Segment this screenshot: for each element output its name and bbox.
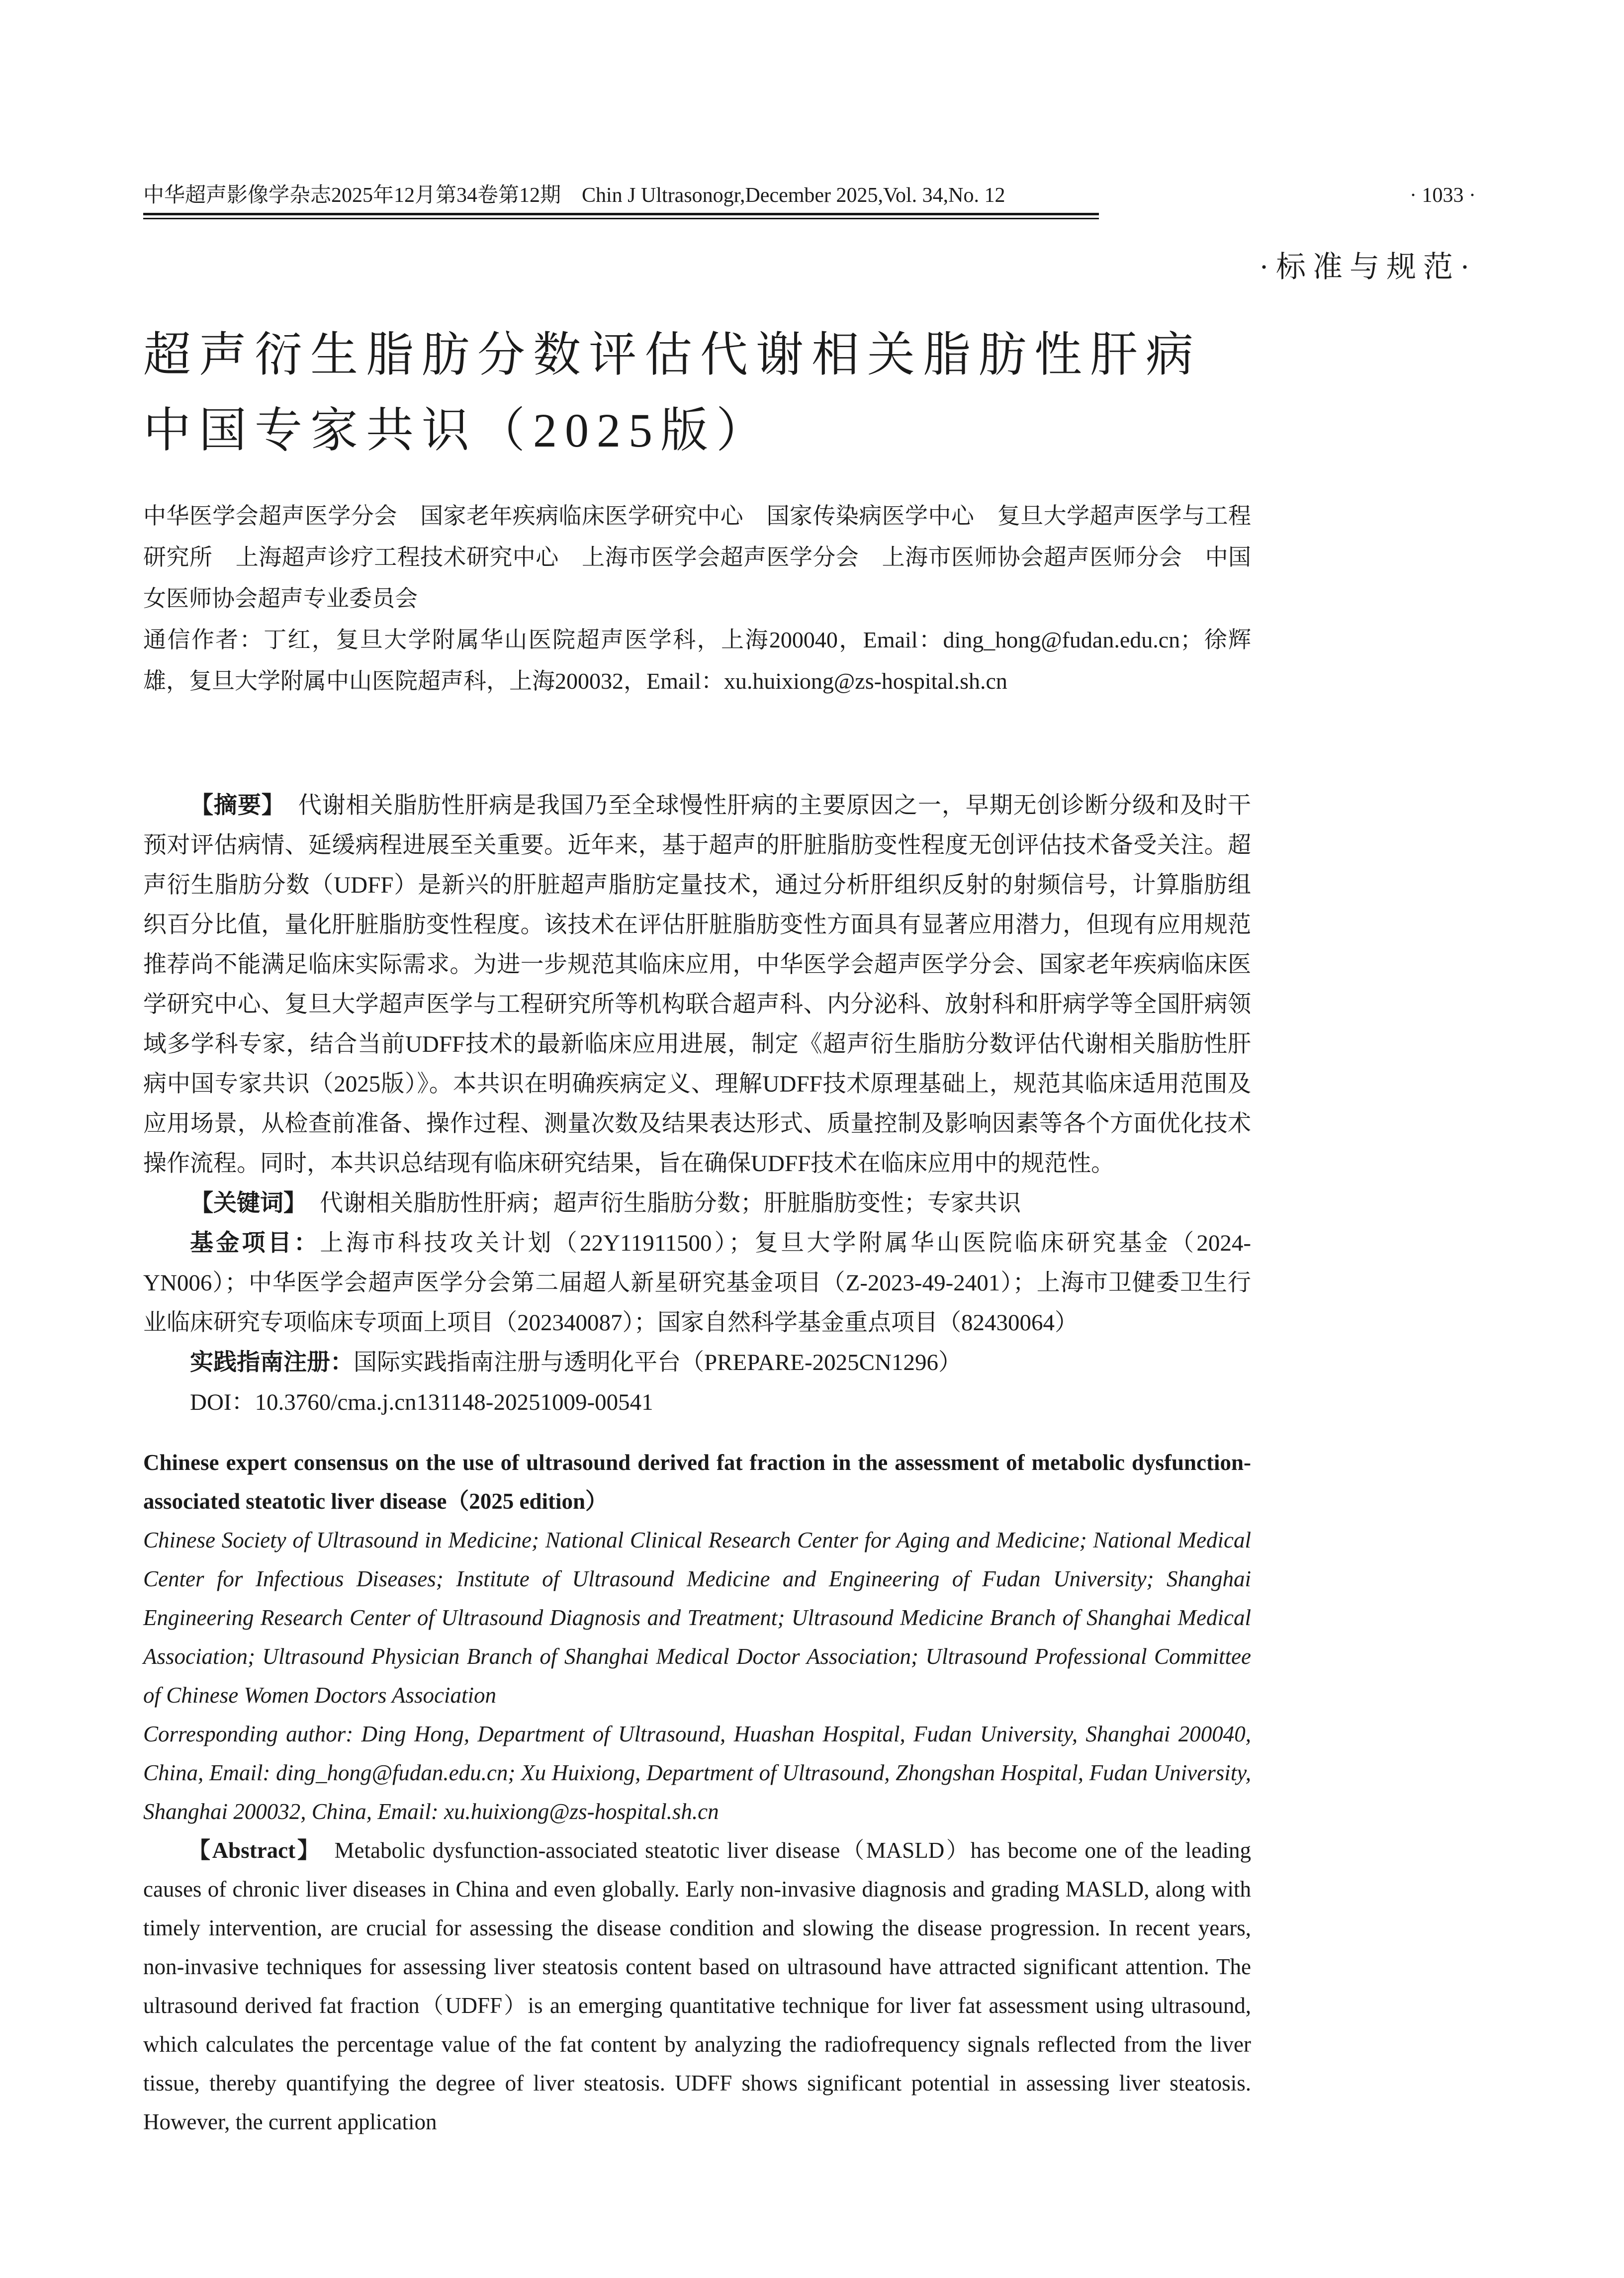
keywords-text: 代谢相关脂肪性肝病；超声衍生脂肪分数；肝脏脂肪变性；专家共识	[320, 1190, 1021, 1216]
page-header	[143, 183, 1476, 208]
section-label: ·标准与规范·	[1259, 251, 1477, 283]
registration-label: 实践指南注册：	[190, 1350, 354, 1375]
keywords-label: 【关键词】	[190, 1190, 307, 1216]
registration-text: 国际实践指南注册与透明化平台（PREPARE-2025CN1296）	[354, 1350, 962, 1375]
keywords-paragraph	[143, 1184, 1251, 1223]
funding-paragraph	[143, 1223, 1251, 1343]
doi-paragraph	[143, 1382, 1251, 1422]
funding-label: 基金项目：	[190, 1230, 320, 1256]
english-abstract-label: 【Abstract】	[188, 1838, 322, 1863]
english-title: Chinese expert consensus on the use of ultrasound derived fat fraction in the assessment of metabolic dysfunction-associated steatotic liver disease（2025 edition）	[143, 1450, 1251, 1514]
english-block	[143, 1443, 1251, 2141]
doi-text: 10.3760/cma.j.cn131148-20251009-00541	[255, 1389, 653, 1415]
funding-text: 上海市科技攻关计划（22Y11911500）；复旦大学附属华山医院临床研究基金（2024-YN006）；中华医学会超声医学分会第二届超人新星研究基金项目（Z-2023-49-2401）；上海市卫健委卫生行业临床研究专项临床专项面上项目（202340087）；国家自然科学基金重点项目（82430064）	[143, 1230, 1251, 1336]
abstract-text: 代谢相关脂肪性肝病是我国乃至全球慢性肝病的主要原因之一，早期无创诊断分级和及时干预对评估病情、延缓病程进展至关重要。近年来，基于超声的肝脏脂肪变性程度无创评估技术备受关注。超声衍生脂肪分数（UDFF）是新兴的肝脏超声脂肪定量技术，通过分析肝组织反射的射频信号，计算脂肪组织百分比值，量化肝脏脂肪变性程度。该技术在评估肝脏脂肪变性方面具有显著应用潜力，但现有应用规范推荐尚不能满足临床实际需求。为进一步规范其临床应用，中华医学会超声医学分会、国家老年疾病临床医学研究中心、复旦大学超声医学与工程研究所等机构联合超声科、内分泌科、放射科和肝病学等全国肝病领域多学科专家，结合当前UDFF技术的最新临床应用进展，制定《超声衍生脂肪分数评估代谢相关脂肪性肝病中国专家共识（2025版）》。本共识在明确疾病定义、理解UDFF技术原理基础上，规范其临床适用范围及应用场景，从检查前准备、操作过程、测量次数及结果表达形式、质量控制及影响因素等各个方面优化技术操作流程。同时，本共识总结现有临床研究结果，旨在确保UDFF技术在临床应用中的规范性。	[143, 793, 1252, 1177]
registration-paragraph	[143, 1343, 1251, 1382]
doi-label: DOI：	[190, 1389, 255, 1415]
chinese-abstract-block	[143, 786, 1251, 1422]
abstract-paragraph	[143, 786, 1251, 1184]
article-title-line-1: 超声衍生脂肪分数评估代谢相关脂肪性肝病	[143, 328, 1201, 381]
chinese-affiliation-block	[143, 495, 1251, 702]
affiliations-paragraph: 中华医学会超声医学分会 国家老年疾病临床医学研究中心 国家传染病医学中心 复旦大学超声医学与工程研究所 上海超声诊疗工程技术研究中心 上海市医学会超声医学分会 上海市医师协会超声医师分会 中国女医师协会超声专业委员会	[143, 503, 1251, 611]
article-title	[143, 317, 1436, 468]
english-abstract-paragraph	[143, 1831, 1251, 2141]
english-affiliations: Chinese Society of Ultrasound in Medicine; National Clinical Research Center for Aging and Medicine; National Medical Center for Infectious Diseases; Institute of Ultrasound Medicine and Engineering of Fudan University; Shanghai Engineering Research Center of Ultrasound Diagnosis and Treatment; Ultrasound Medicine Branch of Shanghai Medical Association; Ultrasound Physician Branch of Shanghai Medical Doctor Association; Ultrasound Professional Committee of Chinese Women Doctors Association	[143, 1528, 1251, 1708]
english-abstract-text: Metabolic dysfunction-associated steatotic liver disease（MASLD）has become one of the leading causes of chronic liver diseases in China and even globally. Early non-invasive diagnosis and grading MASLD, along with timely intervention, are crucial for assessing the disease condition and slowing the disease progression. In recent years, non-invasive techniques for assessing liver steatosis content based on ultrasound have attracted significant attention. The ultrasound derived fat fraction（UDFF）is an emerging quantitative technique for liver fat assessment using ultrasound, which calculates the percentage value of the fat content by analyzing the radiofrequency signals reflected from the liver tissue, thereby quantifying the degree of liver steatosis. UDFF shows significant potential in assessing liver steatosis. However, the current application	[143, 1838, 1251, 2134]
page-number: · 1033 ·	[1410, 184, 1476, 207]
abstract-label: 【摘要】	[190, 793, 285, 819]
article-title-line-2: 中国专家共识（2025版）	[143, 404, 772, 457]
journal-info: 中华超声影像学杂志2025年12月第34卷第12期 Chin J Ultrasonogr,December 2025,Vol. 34,No. 12	[143, 184, 1005, 207]
english-corresponding: Corresponding author: Ding Hong, Department of Ultrasound, Huashan Hospital, Fudan University, Shanghai 200040, China, Email: ding_hong@fudan.edu.cn; Xu Huixiong, Department of Ultrasound, Zhongshan Hospital, Fudan University, Shanghai 200032, China, Email: xu.huixiong@zs-hospital.sh.cn	[143, 1722, 1251, 1824]
corresponding-author-paragraph: 通信作者：丁红，复旦大学附属华山医院超声医学科，上海200040，Email：ding_hong@fudan.edu.cn；徐辉雄，复旦大学附属中山医院超声科，上海200032，Email：xu.huixiong@zs-hospital.sh.cn	[143, 627, 1251, 694]
header-divider-rule	[143, 213, 1099, 219]
